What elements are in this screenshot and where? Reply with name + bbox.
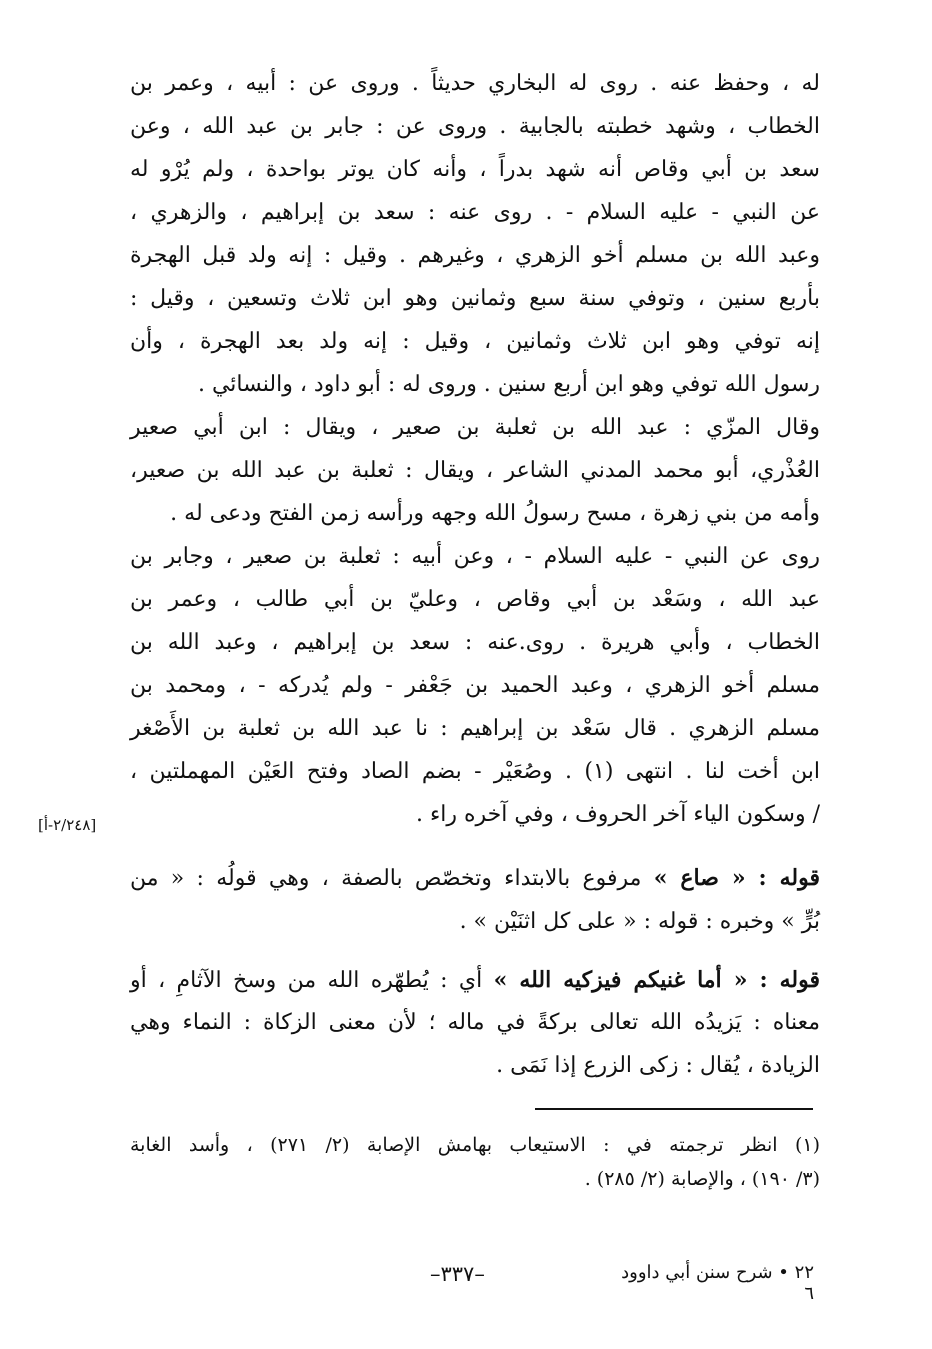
book-signature: ٢٢ • شرح سنن أبي داوود ٦	[621, 1262, 814, 1304]
text-line: بأربع سنين ، وتوفي سنة سبع وثمانين وهو ابن ثلاث وتسعين ، وقيل :	[130, 286, 820, 311]
text-line: مسلم أخو الزهري ، وعبد الحميد بن جَعْفر - ولم يُدركه - ، ومحمد بن	[130, 673, 820, 698]
text-line: الخطاب ، وأبي هريرة . روى.عنه : سعد بن إبراهيم ، وعبد الله بن	[130, 630, 820, 655]
text-line: معناه : يَزيدُه الله تعالى بركةً في ماله ؛ لأن معنى الزكاة : النماء وهي	[130, 1010, 820, 1035]
text-line: العُذْري، أبو محمد المدني الشاعر ، ويقال : ثعلبة بن عبد الله بن صعير،	[130, 458, 820, 483]
text-line: وأمه من بني زهرة ، مسح رسولُ الله وجهه ورأسه زمن الفتح ودعى له .	[170, 501, 820, 526]
footnote-line: (١) انظر ترجمته في : الاستيعاب بهامش الإصابة (٢/ ٢٧١) ، وأسد الغابة	[130, 1134, 820, 1156]
text-line: رسول الله توفي وهو ابن أربع سنين . وروى له : أبو داود ، والنسائي .	[197, 372, 820, 397]
bold-lemma: قوله : « أما غنيكم فيزكيه الله »	[493, 967, 820, 993]
text-line: الزيادة ، يُقال : زكى الزرع إذا نَمَى .	[496, 1053, 820, 1078]
text-line: إنه توفي وهو ابن ثلاث وثمانين ، وقيل : إنه ولد بعد الهجرة ، وأن	[130, 329, 820, 354]
text-line: بُرٍّ » وخبره : قوله : « على كل اثنَيْن » .	[459, 909, 820, 934]
text-line: ابن أخت لنا . انتهى (١) . وصُعَيْر - بضم الصاد وفتح العَيْن المهملتين ،	[130, 759, 820, 784]
text-line: وعبد الله بن مسلم أخو الزهري ، وغيرهم . وقيل : إنه ولد قبل الهجرة	[130, 243, 820, 268]
text-line: عن النبي - عليه السلام - . روى عنه : سعد بن إبراهيم ، والزهري ،	[130, 200, 820, 225]
page-number: –٣٣٧–	[430, 1262, 485, 1286]
text-line: عبد الله ، وسَعْد بن أبي وقاص ، وعليّ بن أبي طالب ، وعمر بن	[130, 587, 820, 612]
footnote-divider	[535, 1108, 813, 1110]
text-line	[130, 962, 820, 998]
text-line: مسلم الزهري . قال سَعْد بن إبراهيم : نا عبد الله بن ثعلبة بن الأَصْغر	[130, 716, 820, 741]
text-line: روى عن النبي - عليه السلام - ، وعن أبيه : ثعلبة بن صعير ، وجابر بن	[130, 544, 820, 569]
text-line: له ، وحفظ عنه . روى له البخاري حديثاً . وروى عن : أبيه ، وعمر بن	[130, 71, 820, 96]
text-line: / وسكون الياء آخر الحروف ، وفي آخره راء .	[415, 802, 820, 827]
text-line: الخطاب ، وشهد خطبته بالجابية . وروى عن : جابر بن عبد الله ، وعن	[130, 114, 820, 139]
bold-lemma: قوله : « صاع »	[653, 865, 820, 891]
margin-reference: [٢/٢٤٨-أ]	[38, 816, 97, 834]
text-line: وقال المزّي : عبد الله بن ثعلبة بن صعير ، ويقال : ابن أبي صعير	[130, 415, 820, 440]
text-span: أي : يُطهّره الله من وسخ الآثامِ ، أو	[130, 968, 494, 993]
text-line: سعد بن أبي وقاص أنه شهد بدراً ، وأنه كان يوتر بواحدة ، ولم يُرْو له	[130, 157, 820, 182]
text-line	[130, 860, 820, 896]
text-span: مرفوع بالابتداء وتخصّص بالصفة ، وهي قولُه : « من	[130, 866, 654, 891]
footnote-line: (٣/ ١٩٠) ، والإصابة (٢/ ٢٨٥) .	[584, 1168, 820, 1190]
